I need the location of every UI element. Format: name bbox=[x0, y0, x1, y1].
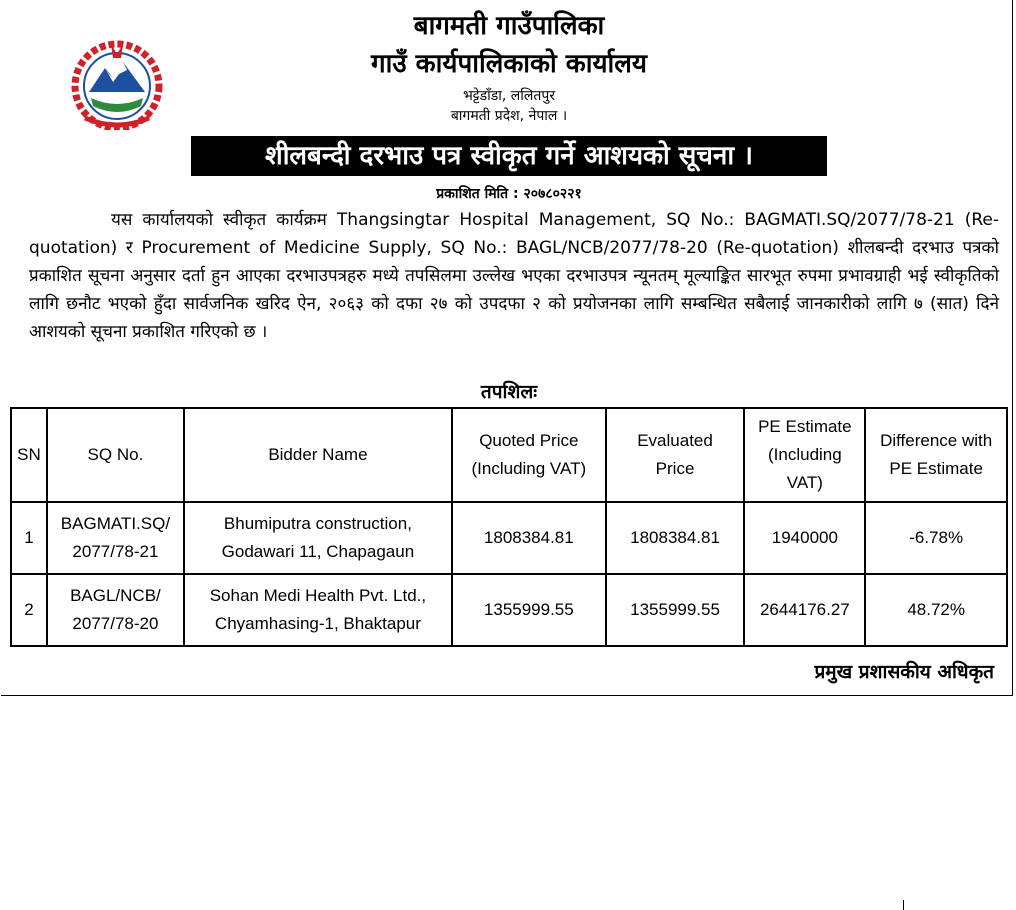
cell-bidder: Sohan Medi Health Pvt. Ltd., Chyamhasing-1, Bhaktapur bbox=[184, 574, 452, 646]
header-bidder-name: Bidder Name bbox=[184, 408, 452, 502]
notice-body: यस कार्यालयको स्वीकृत कार्यक्रम Thangsingtar Hospital Management, SQ No.: BAGMATI.SQ/2077/78-21 (Re-quotation) र Procurement of Medicine Supply, SQ No.: BAGL/NCB/2077/78-20 (Re-quotation) शीलबन्दी दरभाउ पत्रको प्रकाशित सूचना अनुसार दर्ता हुन आएका दरभाउपत्रहरु मध्ये तपसिलमा उल्लेख भएका दरभाउपत्र न्यूनतम् मूल्याङ्कित सारभूत रुपमा प्रभावग्राही भई स्वीकृतिको लागि छनौट भएको हुँदा सार्वजनिक खरिद ऐन, २०६३ को दफा २७ को उपदफा २ को प्रयोजनका लागि सम्बन्धित सबैलाई जानकारीको लागि ७ (सात) दिने आशयको सूचना प्रकाशित गरिएको छ । bbox=[29, 210, 999, 342]
org-name: बागमती गाउँपालिका bbox=[413, 11, 605, 41]
bids-table bbox=[10, 407, 1008, 647]
published-date: प्रकाशित मिति : २०७८०२२१ bbox=[436, 186, 582, 202]
table-header-row bbox=[11, 408, 1007, 502]
address-line2: बागमती प्रदेश, नेपाल । bbox=[450, 108, 568, 124]
notice-title: शीलबन्दी दरभाउ पत्र स्वीकृत गर्ने आशयको सूचना । bbox=[191, 136, 827, 176]
cell-sq-no: BAGL/NCB/ 2077/78-20 bbox=[47, 574, 184, 646]
cell-difference: -6.78% bbox=[865, 502, 1007, 574]
header-evaluated-price: Evaluated Price bbox=[606, 408, 745, 502]
cell-difference: 48.72% bbox=[865, 574, 1007, 646]
cell-quoted: 1355999.55 bbox=[452, 574, 606, 646]
header-sq-no: SQ No. bbox=[47, 408, 184, 502]
cell-sn: 2 bbox=[11, 574, 47, 646]
table-row bbox=[11, 574, 1007, 646]
crop-mark bbox=[903, 900, 904, 910]
cell-quoted: 1808384.81 bbox=[452, 502, 606, 574]
office-name: गाउँ कार्यपालिकाको कार्यालय bbox=[371, 49, 647, 79]
notice-frame bbox=[1, 0, 1013, 696]
header-difference: Difference with PE Estimate bbox=[865, 408, 1007, 502]
header-quoted-price: Quoted Price (Including VAT) bbox=[452, 408, 606, 502]
cell-sn: 1 bbox=[11, 502, 47, 574]
cell-evaluated: 1355999.55 bbox=[606, 574, 745, 646]
cell-sq-no: BAGMATI.SQ/ 2077/78-21 bbox=[47, 502, 184, 574]
cell-bidder: Bhumiputra construction, Godawari 11, Chapagaun bbox=[184, 502, 452, 574]
table-row bbox=[11, 502, 1007, 574]
cell-evaluated: 1808384.81 bbox=[606, 502, 745, 574]
header-sn: SN bbox=[11, 408, 47, 502]
signatory: प्रमुख प्रशासकीय अधिकृत bbox=[814, 661, 994, 683]
header-pe-estimate: PE Estimate (Including VAT) bbox=[744, 408, 865, 502]
address-line1: भट्टेडाँडा, ललितपुर bbox=[462, 88, 556, 104]
details-heading: तपशिलः bbox=[480, 381, 538, 403]
cell-pe-estimate: 2644176.27 bbox=[744, 574, 865, 646]
cell-pe-estimate: 1940000 bbox=[744, 502, 865, 574]
